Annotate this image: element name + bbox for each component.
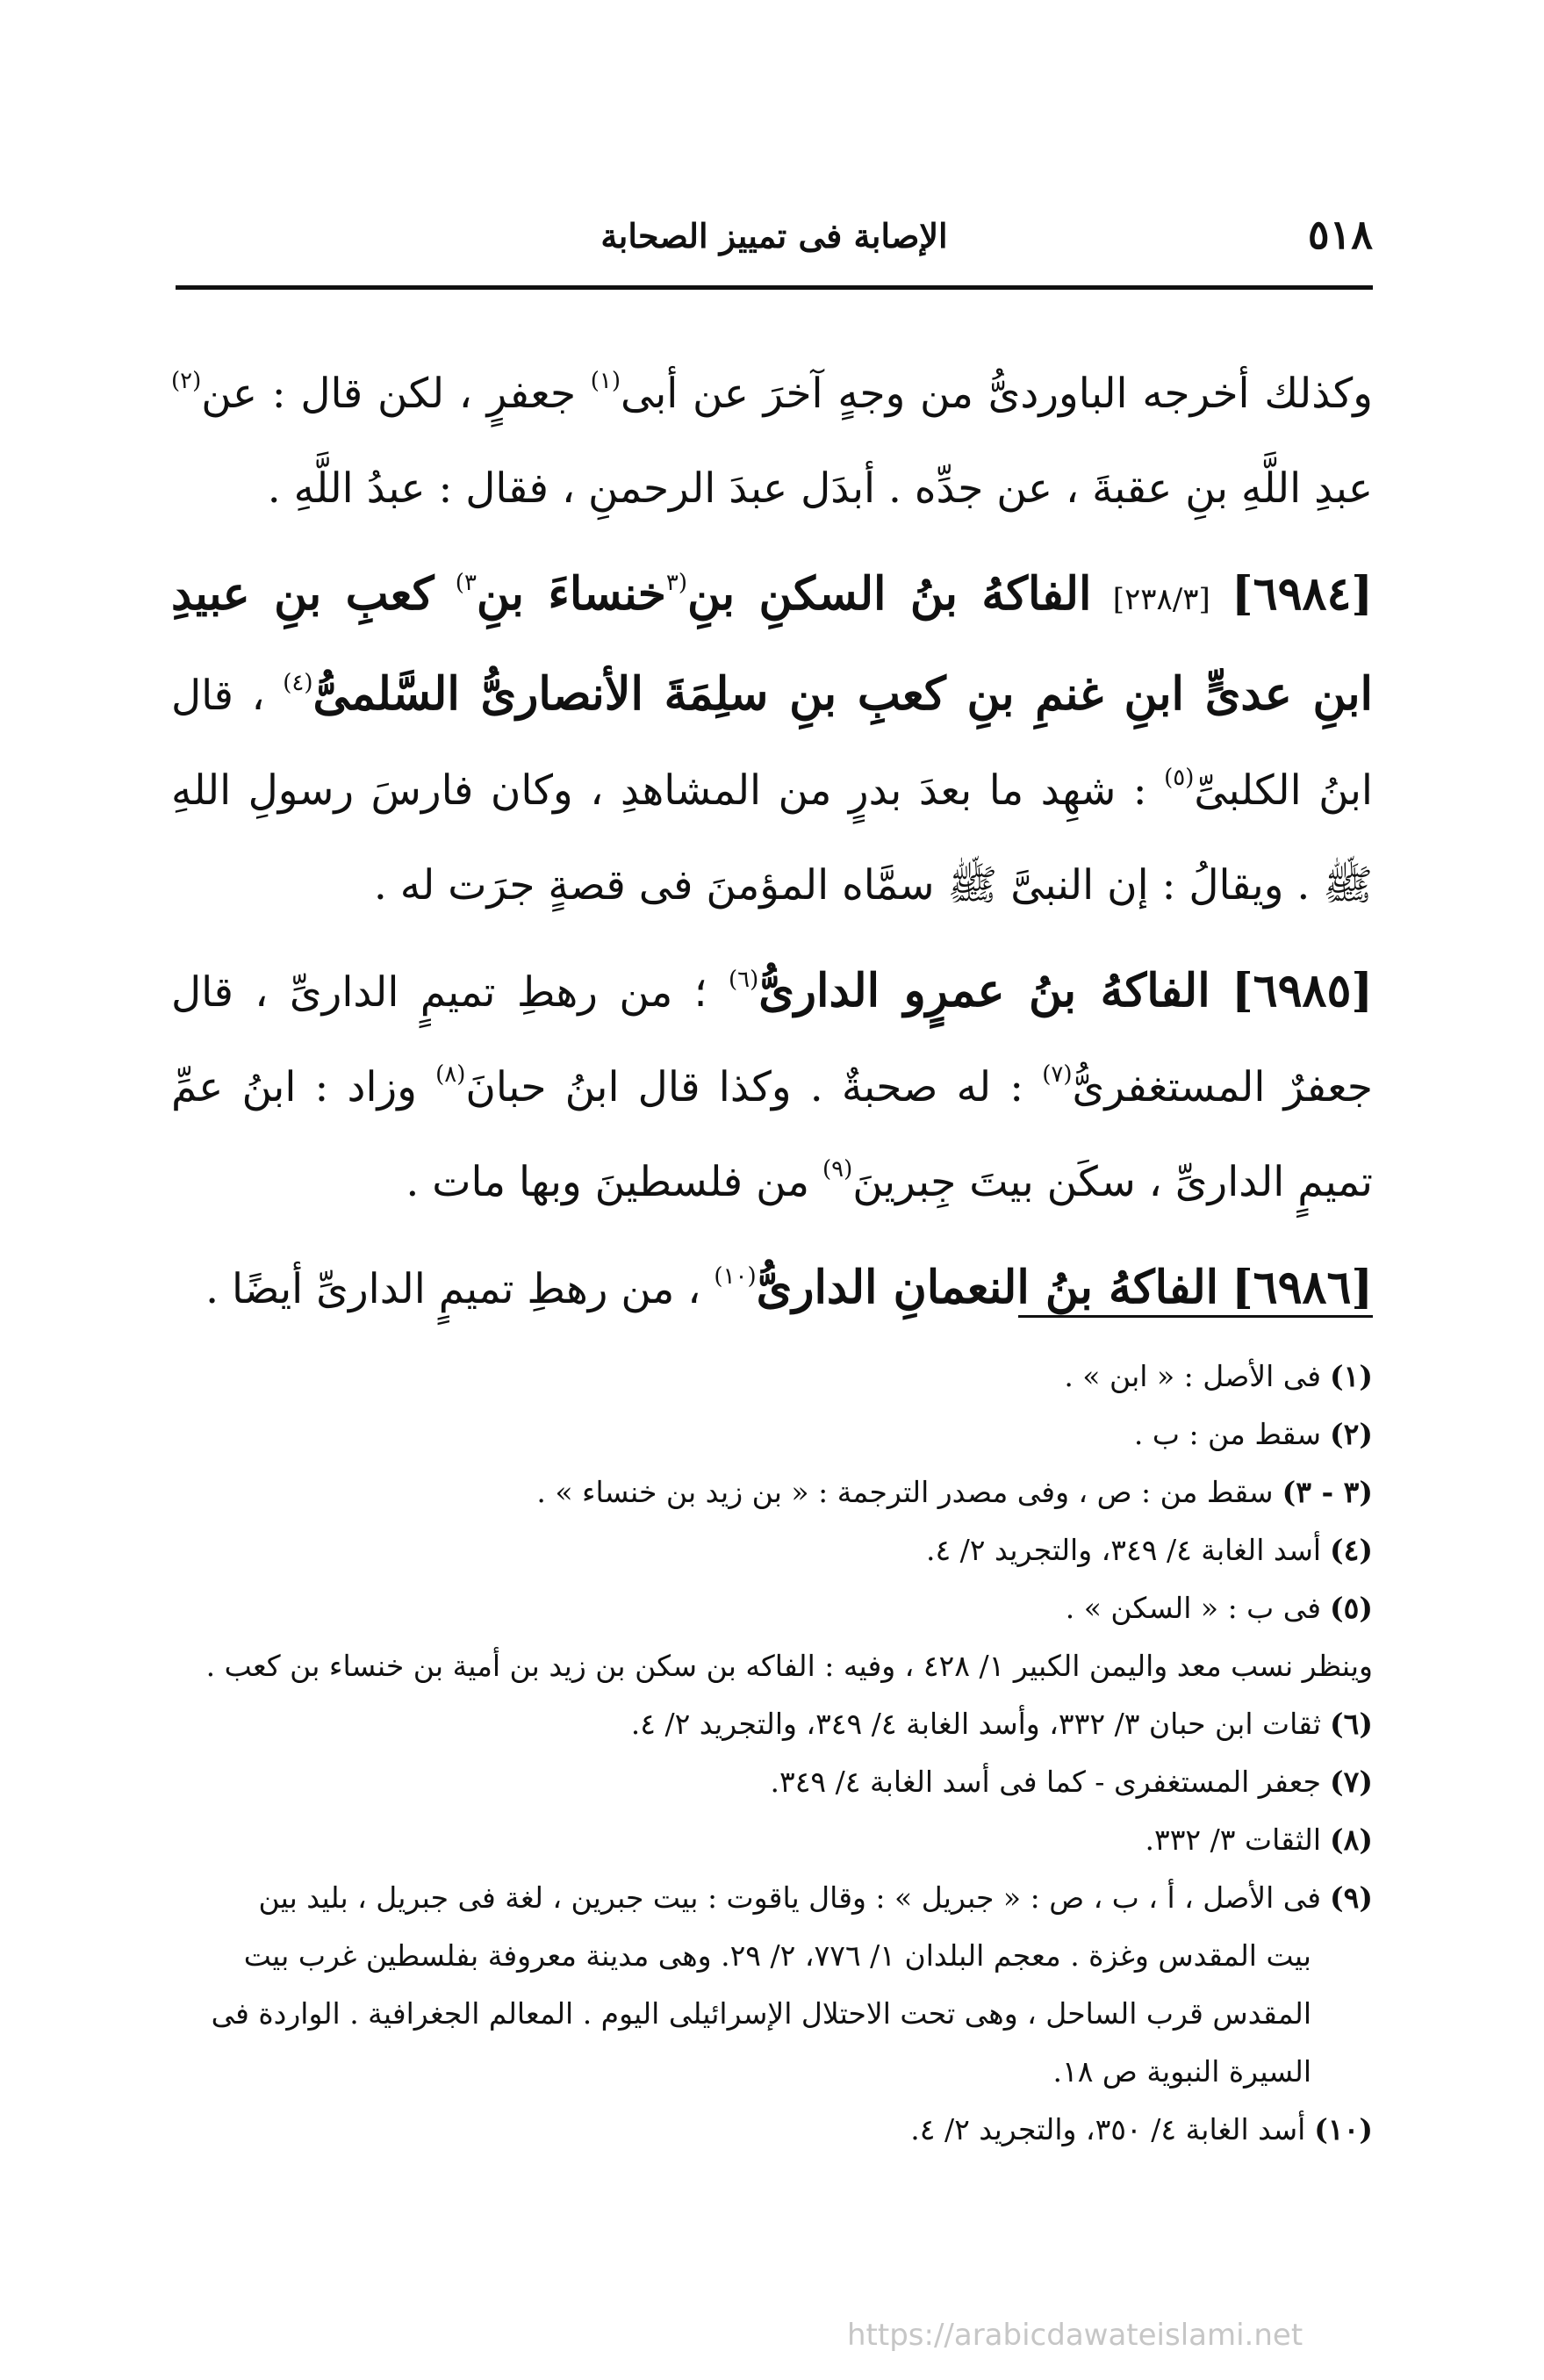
footnote-ref: (١) (590, 368, 621, 394)
volume-reference: [٢٣٨/٣] (1112, 582, 1210, 617)
footnote-3: (٣ - ٣)سقط من : ص ، وفى مصدر الترجمة : « بن زيد بن خنساء » . (536, 1475, 1373, 1509)
footnote-9-line-4: السيرة النبوية ص ١٨. (1052, 2054, 1311, 2089)
footnote-5-continued: وينظر نسب معد واليمن الكبير ١/ ٤٢٨ ، وفيه : الفاكه بن سكن بن زيد بن أمية بن خنساء بن كعب . (205, 1649, 1373, 1683)
footnote-10: (١٠)أسد الغابة ٤/ ٣٥٠، والتجريد ٢/ ٤. (910, 2112, 1373, 2146)
footnotes (171, 1348, 1373, 2159)
footnote-ref: (٢) (171, 368, 202, 394)
footnote-7: (٧)جعفر المستغفرى - كما فى أسد الغابة ٤/ ٣٤٩. (770, 1765, 1373, 1799)
footnote-4: (٤)أسد الغابة ٤/ ٣٤٩، والتجريد ٢/ ٤. (925, 1533, 1373, 1567)
watermark-url: https://arabicdawateislami.net (847, 2318, 1303, 2353)
entry-name: الفاكهُ بنُ النعمانِ الدارىُّ (756, 1261, 1219, 1314)
running-title: الإصابة فى تمييز الصحابة (600, 216, 948, 255)
footnote-2: (٢)سقط من : ب . (1133, 1417, 1373, 1451)
entry-name: الفاكهُ بنُ عمرٍو الدارىُّ (758, 964, 1210, 1017)
footnote-1: (١)فى الأصل : « ابن » . (1064, 1359, 1373, 1393)
main-text (171, 347, 1373, 1348)
footnote-ref: (٣ (665, 570, 688, 596)
footnote-ref: ٣) (455, 570, 477, 596)
header-rule (176, 285, 1373, 290)
entry-6984: [٦٩٨٤] [٢٣٨/٣] الفاكهُ بنُ السكنِ بنِ$^{(٣}$خنساءَ بنِ$^{٣)}$ كعبِ بنِ عبيدِ ابنِ عدىٍّ ابنِ غنمِ بنِ كعبِ بنِ سلِمَةَ الأنصارىُّ السَّلمىُّ$^{(٤)}$ ، قال ابنُ الكلبىِّ$^{(٥)}$ : شهِد ما بعدَ بدرٍ من المشاهدِ ، وكان فارسَ رسولِ اللهِ ﷺ . ويقالُ : إن النبىَّ ﷺ سمَّاه المؤمنَ فى قصةٍ جرَت له . (171, 567, 1373, 910)
page-number: ٥١٨ (1307, 211, 1373, 258)
footnote-6: (٦)ثقات ابن حبان ٣/ ٣٣٢، وأسد الغابة ٤/ ٣٤٩، والتجريد ٢/ ٤. (630, 1707, 1373, 1741)
footnote-5: (٥)فى ب : « السكن » . (1065, 1591, 1373, 1625)
footnote-ref: (٧) (1042, 1061, 1073, 1088)
paragraph-intro: وكذلك أخرجه الباوردىُّ من وجهٍ آخرَ عن أبى$^{(١)}$ جعفرٍ ، لكن قال : عن$^{(٢)}$ عبدِ اللَّهِ بنِ عقبةَ ، عن جدِّه . أبدَل عبدَ الرحمنِ ، فقال : عبدُ اللَّهِ . (171, 368, 1373, 513)
footnote-ref: (٩) (822, 1156, 853, 1183)
footnote-9: (٩)فى الأصل ، أ ، ب ، ص : « جبريل » : وقال ياقوت : بيت جبرين ، لغة فى جبريل ، بليد بين (258, 1880, 1373, 1915)
footnote-ref: (٥) (1164, 765, 1195, 791)
footnote-9-line-2: بيت المقدس وغزة . معجم البلدان ١/ ٧٧٦، ٢/ ٢٩. وهى مدينة معروفة بفلسطين غرب بيت (243, 1938, 1311, 1973)
footnote-rule (1018, 1315, 1373, 1318)
entry-name: الفاكهُ بنُ السكنِ بنِ (687, 567, 1092, 621)
footnote-ref: (٤) (283, 670, 313, 696)
footnote-9-line-3: المقدس قرب الساحل ، وهى تحت الاحتلال الإسرائيلى اليوم . المعالم الجغرافية . الواردة فى (211, 1996, 1311, 2031)
footnote-ref: (١٠) (714, 1263, 757, 1290)
page-header (176, 211, 1373, 272)
footnote-ref: (٦) (728, 967, 759, 993)
entry-number: [٦٩٨٤] (1232, 567, 1373, 621)
entry-6985: [٦٩٨٥] الفاكهُ بنُ عمرٍو الدارىُّ$^{(٦)}$ ؛ من رهطِ تميمٍ الدارىِّ ، قال جعفرٌ المستغفرىُّ$^{(٧)}$ : له صحبةٌ . وكذا قال ابنُ حبانَ$^{(٨)}$ وزاد : ابنُ عمِّ تميمٍ الدارىِّ ، سكَن بيتَ جِبرينَ$^{(٩)}$ من فلسطينَ وبها مات . (171, 964, 1373, 1206)
entry-number: [٦٩٨٥] (1232, 964, 1373, 1017)
footnote-8: (٨)الثقات ٣/ ٣٣٢. (1145, 1823, 1373, 1857)
entry-number: [٦٩٨٦] (1232, 1261, 1373, 1314)
entry-6986: [٦٩٨٦] الفاكهُ بنُ النعمانِ الدارىُّ$^{(١٠)}$ ، من رهطِ تميمٍ الدارىِّ أيضًا . (205, 1261, 1373, 1314)
footnote-ref: (٨) (435, 1061, 466, 1088)
